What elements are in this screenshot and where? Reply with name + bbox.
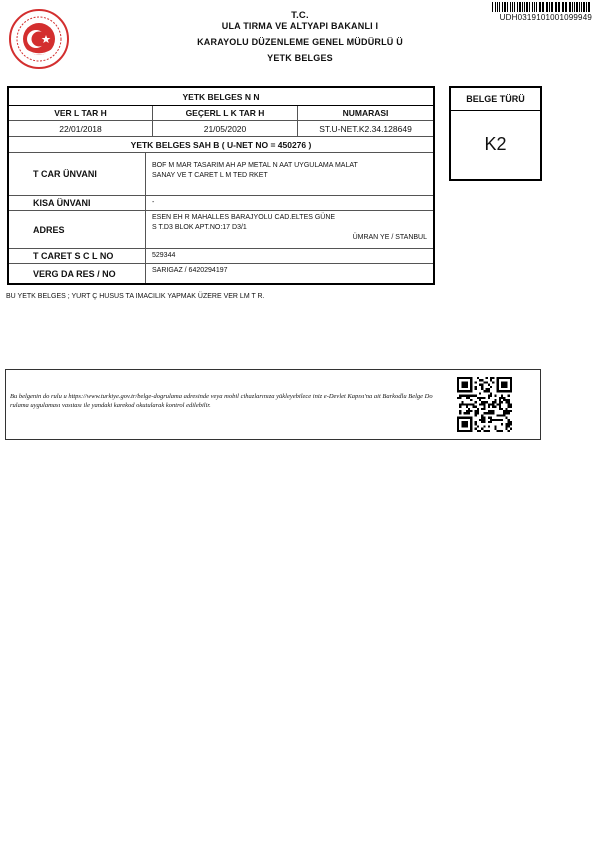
qr-module bbox=[505, 399, 507, 401]
holder-heading: YETK BELGES SAH B ( U-NET NO = 450276 ) bbox=[130, 139, 312, 150]
table-row-address bbox=[9, 211, 433, 249]
qr-module bbox=[503, 399, 505, 401]
barcode-bar bbox=[581, 2, 582, 12]
barcode-bar bbox=[555, 2, 556, 12]
qr-module bbox=[483, 412, 485, 414]
qr-module bbox=[481, 388, 483, 390]
qr-module bbox=[492, 377, 494, 379]
barcode-bar bbox=[579, 2, 580, 12]
barcode-bar bbox=[524, 2, 525, 12]
qr-module bbox=[494, 406, 496, 408]
qr-module bbox=[488, 425, 490, 427]
qr-module bbox=[510, 428, 512, 430]
qr-module bbox=[461, 403, 463, 405]
table-title-row bbox=[9, 88, 433, 106]
qr-module bbox=[488, 410, 490, 412]
trade-name-line-1: BOF M MAR TASARIM AH AP METAL N AAT UYGULAMA MALAT bbox=[152, 162, 358, 169]
qr-module bbox=[508, 430, 510, 432]
header-doc-title: YETK BELGES bbox=[267, 53, 333, 63]
qr-module bbox=[490, 379, 492, 381]
verification-box bbox=[5, 369, 541, 440]
qr-module bbox=[468, 412, 470, 414]
qr-module bbox=[490, 386, 492, 388]
qr-module bbox=[477, 412, 479, 414]
qr-module bbox=[499, 403, 501, 405]
qr-module bbox=[470, 395, 472, 397]
qr-module bbox=[483, 425, 485, 427]
qr-module bbox=[472, 403, 474, 405]
qr-module bbox=[481, 386, 483, 388]
qr-module bbox=[481, 417, 483, 419]
qr-module bbox=[488, 390, 490, 392]
qr-module bbox=[499, 419, 501, 421]
qr-module bbox=[475, 388, 477, 390]
qr-module bbox=[477, 430, 479, 432]
qr-module bbox=[503, 414, 505, 416]
qr-module bbox=[494, 399, 496, 401]
qr-module bbox=[488, 430, 490, 432]
qr-module bbox=[492, 410, 494, 412]
qr-module bbox=[497, 430, 499, 432]
table-title: YETK BELGES N N bbox=[182, 91, 260, 102]
qr-module bbox=[466, 410, 468, 412]
qr-module bbox=[459, 406, 461, 408]
barcode-bar bbox=[495, 2, 496, 12]
qr-module bbox=[479, 419, 481, 421]
barcode-bar bbox=[529, 2, 530, 12]
qr-module bbox=[464, 403, 466, 405]
col-header-number: NUMARASI bbox=[297, 106, 433, 120]
barcode-bar bbox=[565, 2, 567, 12]
qr-module bbox=[505, 425, 507, 427]
barcode-bar bbox=[536, 2, 537, 12]
label-trade-name: T CAR ÜNVANI bbox=[33, 169, 97, 179]
qr-module bbox=[492, 412, 494, 414]
barcode-bar bbox=[572, 2, 573, 12]
label-address: ADRES bbox=[33, 224, 65, 235]
qr-module bbox=[505, 408, 507, 410]
scope-note: BU YETK BELGES ; YURT Ç HUSUS TA IMACILIK YAPMAK ÜZERE VER LM T R. bbox=[6, 293, 265, 300]
qr-module bbox=[459, 410, 461, 412]
value-registry bbox=[145, 249, 433, 263]
qr-module bbox=[505, 417, 507, 419]
qr-module bbox=[483, 419, 485, 421]
qr-module bbox=[486, 390, 488, 392]
value-address bbox=[145, 211, 433, 248]
qr-module bbox=[468, 397, 470, 399]
qr-module bbox=[466, 403, 468, 405]
qr-module bbox=[505, 412, 507, 414]
qr-module bbox=[492, 406, 494, 408]
qr-module bbox=[508, 421, 510, 423]
registry-number: 529344 bbox=[152, 252, 176, 259]
qr-module bbox=[488, 406, 490, 408]
qr-module bbox=[494, 428, 496, 430]
qr-module bbox=[461, 381, 468, 388]
barcode-bar bbox=[514, 2, 515, 12]
qr-module bbox=[477, 408, 479, 410]
qr-module bbox=[492, 401, 494, 403]
qr-module bbox=[466, 412, 468, 414]
qr-code bbox=[457, 377, 512, 432]
qr-module bbox=[483, 417, 485, 419]
barcode-bar bbox=[558, 2, 560, 12]
tax-office-number: SARIGAZ / 6420294197 bbox=[152, 267, 228, 274]
qr-module bbox=[483, 401, 485, 403]
qr-module bbox=[475, 406, 477, 408]
qr-module bbox=[510, 410, 512, 412]
qr-module bbox=[492, 419, 494, 421]
qr-module bbox=[481, 384, 483, 386]
qr-module bbox=[481, 401, 483, 403]
qr-module bbox=[481, 421, 483, 423]
qr-module bbox=[499, 408, 501, 410]
certificate-type-title: BELGE TÜRÜ bbox=[451, 88, 540, 111]
qr-module bbox=[475, 414, 477, 416]
barcode-bar bbox=[526, 2, 528, 12]
barcode-bar bbox=[551, 2, 553, 12]
qr-module bbox=[488, 417, 490, 419]
table-row-tax bbox=[9, 264, 433, 283]
valid-date: 21/05/2020 bbox=[152, 121, 297, 136]
qr-module bbox=[481, 428, 483, 430]
col-header-valid-date: GEÇERL L K TAR H bbox=[152, 106, 297, 120]
barcode-bar bbox=[504, 2, 506, 12]
issue-date: 22/01/2018 bbox=[59, 123, 102, 134]
qr-module bbox=[494, 401, 496, 403]
column-value-row bbox=[9, 121, 433, 137]
qr-module bbox=[501, 414, 503, 416]
barcode-bar bbox=[534, 2, 536, 12]
qr-module bbox=[494, 395, 496, 397]
barcode-bar bbox=[563, 2, 564, 12]
qr-module bbox=[472, 406, 474, 408]
verification-text: Bu belgenin do rulu u https://www.turkiye.gov.tr/belge-dogrulama adresinde veya mobil cihazlarınıza yükleyebilece iniz e-Devlet Kapısı'na ait Barkodlu Belge Do rulama uygulaması vasıtası ile yandaki karekod okutularak kontrol edilebilir. bbox=[10, 393, 433, 409]
qr-module bbox=[508, 410, 510, 412]
qr-module bbox=[499, 401, 501, 403]
trade-name-line-2: SANAY VE T CARET L M TED RKET bbox=[152, 172, 268, 179]
qr-module bbox=[490, 417, 492, 419]
qr-module bbox=[481, 414, 483, 416]
qr-module bbox=[459, 397, 461, 399]
barcode-bar bbox=[519, 2, 521, 12]
qr-module bbox=[488, 421, 490, 423]
barcode-number: UDH0319101001099949 bbox=[499, 13, 592, 22]
barcode-bar bbox=[532, 2, 533, 12]
barcode-bar bbox=[539, 2, 541, 12]
qr-module bbox=[479, 379, 481, 381]
label-tax: VERG DA RES / NO bbox=[33, 268, 116, 279]
qr-module bbox=[492, 403, 494, 405]
qr-module bbox=[501, 423, 503, 425]
col-header-issue-date: VER L TAR H bbox=[54, 108, 107, 118]
qr-module bbox=[508, 425, 510, 427]
qr-module bbox=[479, 403, 481, 405]
qr-module bbox=[475, 401, 477, 403]
qr-module bbox=[464, 395, 466, 397]
qr-module bbox=[481, 419, 483, 421]
qr-module bbox=[503, 397, 505, 399]
header-directorate: KARAYOLU DÜZENLEME GENEL MÜDÜRLÜ Ü bbox=[197, 37, 403, 47]
qr-module bbox=[508, 423, 510, 425]
qr-module bbox=[477, 410, 479, 412]
qr-module bbox=[508, 403, 510, 405]
qr-module bbox=[472, 395, 474, 397]
qr-module bbox=[501, 419, 503, 421]
qr-module bbox=[494, 425, 496, 427]
qr-module bbox=[499, 397, 501, 399]
label-short-name: KISA ÜNVANI bbox=[33, 198, 91, 208]
barcode-bar bbox=[546, 2, 548, 12]
qr-module bbox=[497, 403, 499, 405]
qr-module bbox=[479, 384, 481, 386]
barcode-bar bbox=[574, 2, 575, 12]
barcode-bar bbox=[586, 2, 587, 12]
qr-module bbox=[479, 397, 481, 399]
header-tc: T.C. bbox=[291, 10, 309, 21]
qr-module bbox=[488, 384, 490, 386]
qr-module bbox=[461, 401, 463, 403]
qr-module bbox=[468, 410, 470, 412]
qr-module bbox=[483, 421, 485, 423]
qr-module bbox=[486, 412, 488, 414]
barcode-bar bbox=[583, 2, 585, 12]
qr-module bbox=[497, 414, 499, 416]
qr-module bbox=[468, 395, 470, 397]
qr-module bbox=[464, 412, 466, 414]
barcode bbox=[492, 2, 592, 12]
qr-module bbox=[459, 403, 461, 405]
qr-module bbox=[466, 395, 468, 397]
qr-module bbox=[499, 406, 501, 408]
address-line-1: ESEN EH R MAHALLES BARAJYOLU CAD.ELTES GÜNE bbox=[152, 214, 336, 221]
qr-module bbox=[510, 423, 512, 425]
barcode-bar bbox=[499, 2, 500, 12]
qr-module bbox=[497, 419, 499, 421]
qr-module bbox=[483, 381, 485, 383]
table-row-trade-name bbox=[9, 153, 433, 196]
qr-module bbox=[505, 401, 507, 403]
qr-module bbox=[505, 428, 507, 430]
qr-module bbox=[475, 412, 477, 414]
qr-module bbox=[459, 395, 461, 397]
qr-module bbox=[475, 410, 477, 412]
qr-module bbox=[479, 392, 481, 394]
qr-module bbox=[488, 397, 490, 399]
qr-module bbox=[470, 399, 472, 401]
qr-module bbox=[481, 397, 483, 399]
qr-module bbox=[477, 425, 479, 427]
qr-module bbox=[508, 406, 510, 408]
table-row-short-name bbox=[9, 196, 433, 211]
qr-module bbox=[508, 395, 510, 397]
qr-module bbox=[488, 388, 490, 390]
barcode-bar bbox=[510, 2, 512, 12]
qr-module bbox=[477, 377, 479, 379]
table-row-registry bbox=[9, 249, 433, 264]
qr-module bbox=[490, 412, 492, 414]
qr-module bbox=[505, 410, 507, 412]
qr-module bbox=[475, 423, 477, 425]
qr-module bbox=[466, 397, 468, 399]
qr-module bbox=[492, 381, 494, 383]
qr-module bbox=[486, 381, 488, 383]
barcode-bar bbox=[562, 2, 563, 12]
label-registry: T CARET S C L NO bbox=[33, 251, 114, 261]
barcode-bar bbox=[507, 2, 508, 12]
qr-module bbox=[468, 408, 470, 410]
qr-module bbox=[486, 401, 488, 403]
qr-module bbox=[475, 395, 477, 397]
qr-module bbox=[488, 412, 490, 414]
barcode-bar bbox=[576, 2, 578, 12]
short-name-value: - bbox=[152, 199, 155, 206]
holder-heading-row bbox=[9, 137, 433, 153]
qr-module bbox=[483, 406, 485, 408]
qr-module bbox=[470, 410, 472, 412]
qr-module bbox=[494, 419, 496, 421]
qr-module bbox=[490, 377, 492, 379]
qr-module bbox=[510, 406, 512, 408]
certificate-number: ST.U-NET.K2.34.128649 bbox=[297, 121, 433, 136]
qr-module bbox=[501, 430, 503, 432]
qr-module bbox=[505, 423, 507, 425]
qr-module bbox=[486, 430, 488, 432]
qr-module bbox=[508, 399, 510, 401]
certificate-type-box bbox=[449, 86, 542, 181]
qr-module bbox=[501, 395, 503, 397]
qr-module bbox=[475, 421, 477, 423]
barcode-bar bbox=[549, 2, 550, 12]
qr-module bbox=[499, 414, 501, 416]
qr-module bbox=[488, 395, 490, 397]
qr-module bbox=[481, 408, 483, 410]
barcode-bar bbox=[502, 2, 503, 12]
address-line-2: S T.D3 BLOK APT.NO:17 D3/1 bbox=[152, 224, 247, 231]
qr-module bbox=[510, 421, 512, 423]
qr-module bbox=[490, 392, 492, 394]
barcode-bar bbox=[542, 2, 543, 12]
column-header-row bbox=[9, 106, 433, 121]
qr-module bbox=[503, 412, 505, 414]
qr-module bbox=[486, 388, 488, 390]
qr-module bbox=[499, 430, 501, 432]
qr-module bbox=[461, 395, 463, 397]
qr-module bbox=[503, 410, 505, 412]
qr-module bbox=[481, 403, 483, 405]
qr-module bbox=[459, 412, 461, 414]
barcode-bar bbox=[556, 2, 557, 12]
qr-module bbox=[486, 377, 488, 379]
qr-module bbox=[457, 397, 459, 399]
qr-module bbox=[461, 421, 468, 428]
barcode-bar bbox=[543, 2, 544, 12]
qr-module bbox=[490, 410, 492, 412]
qr-module bbox=[483, 390, 485, 392]
qr-module bbox=[490, 421, 492, 423]
certificate-table bbox=[7, 86, 435, 285]
qr-module bbox=[475, 386, 477, 388]
header-ministry: ULA TIRMA VE ALTYAPI BAKANLI I bbox=[221, 21, 379, 31]
qr-module bbox=[499, 399, 501, 401]
qr-module bbox=[483, 430, 485, 432]
qr-module bbox=[479, 399, 481, 401]
value-tax bbox=[145, 264, 433, 283]
barcode-bar bbox=[517, 2, 519, 12]
barcode-bar bbox=[522, 2, 523, 12]
qr-module bbox=[475, 428, 477, 430]
qr-module bbox=[501, 408, 503, 410]
qr-module bbox=[479, 430, 481, 432]
qr-module bbox=[490, 403, 492, 405]
qr-module bbox=[508, 419, 510, 421]
qr-module bbox=[508, 412, 510, 414]
barcode-bar bbox=[512, 2, 513, 12]
qr-module bbox=[466, 406, 468, 408]
qr-module bbox=[468, 403, 470, 405]
qr-module bbox=[481, 379, 483, 381]
qr-module bbox=[475, 381, 477, 383]
qr-module bbox=[470, 403, 472, 405]
qr-module bbox=[483, 408, 485, 410]
barcode-bar bbox=[492, 2, 493, 12]
barcode-bar bbox=[569, 2, 571, 12]
qr-module bbox=[490, 395, 492, 397]
address-city: ÜMRAN YE / STANBUL bbox=[352, 234, 427, 241]
certificate-type-value: K2 bbox=[484, 134, 507, 154]
value-short-name bbox=[145, 196, 433, 210]
qr-module bbox=[508, 401, 510, 403]
barcode-bar bbox=[497, 2, 499, 12]
barcode-bar bbox=[588, 2, 590, 12]
qr-module bbox=[477, 397, 479, 399]
qr-module bbox=[501, 401, 503, 403]
qr-module bbox=[501, 381, 508, 388]
value-trade-name bbox=[145, 153, 433, 195]
qr-module bbox=[488, 403, 490, 405]
qr-module bbox=[490, 419, 492, 421]
qr-module bbox=[510, 403, 512, 405]
qr-module bbox=[483, 397, 485, 399]
qr-module bbox=[483, 403, 485, 405]
qr-module bbox=[501, 397, 503, 399]
